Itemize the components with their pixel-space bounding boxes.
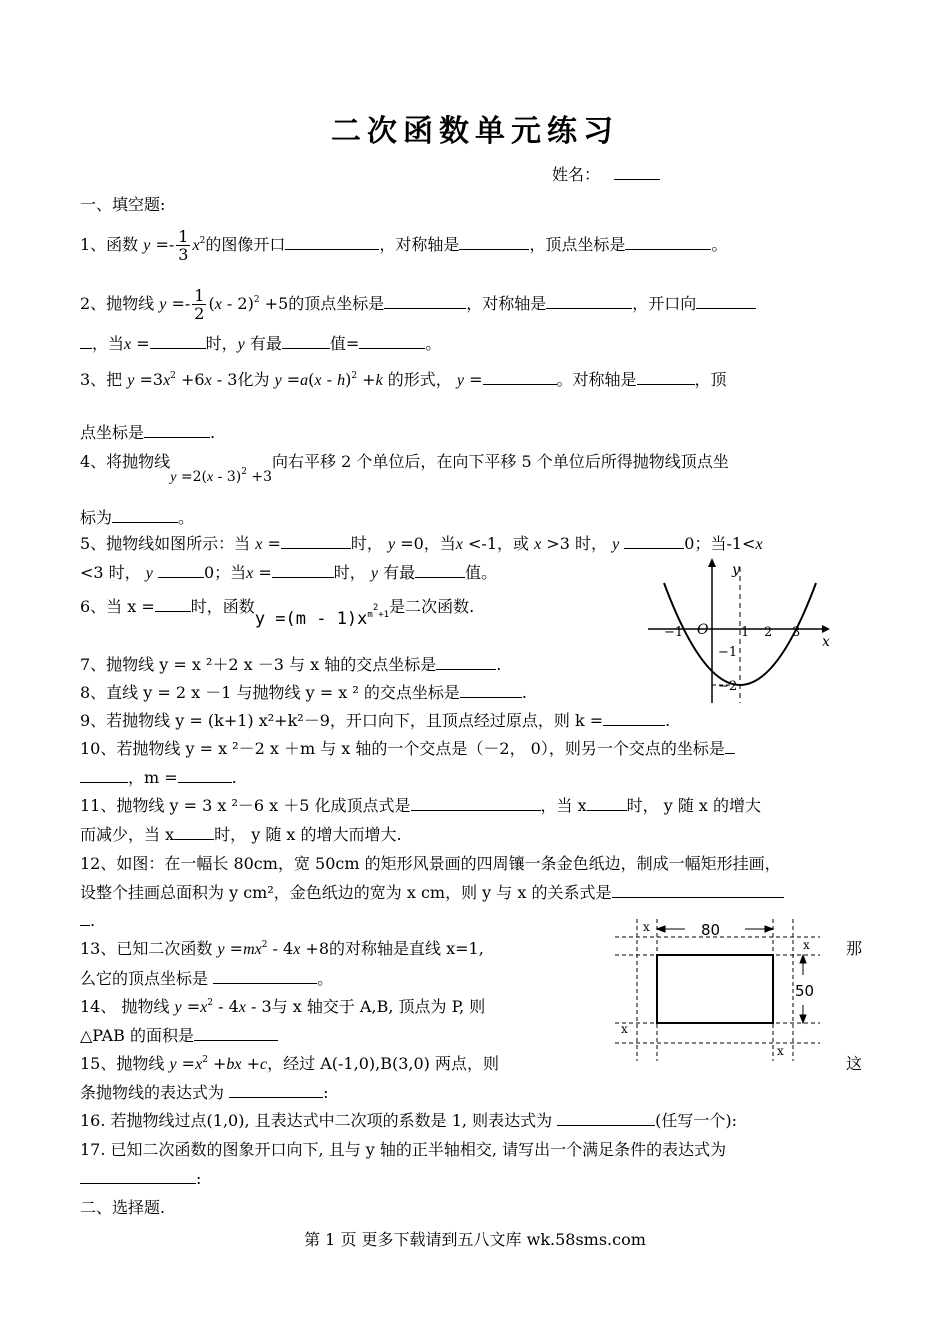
- blank[interactable]: [80, 334, 92, 349]
- blank[interactable]: [483, 370, 557, 385]
- question-12-end: .: [80, 911, 95, 931]
- blank[interactable]: [150, 334, 206, 349]
- blank[interactable]: [155, 597, 191, 612]
- x-axis-arrow: [822, 625, 830, 633]
- tick-label-x: 3: [792, 625, 801, 640]
- blank[interactable]: [213, 969, 317, 984]
- question-2-cont: ，当x = 时，y 有最 值= 。: [80, 334, 441, 355]
- name-field: 姓名：: [552, 165, 660, 185]
- question-12: 12、如图：在一幅长 80cm，宽 50cm 的矩形风景画的四周镶一条金色纸边，制成一幅矩形挂画，: [80, 854, 781, 873]
- height-label: 50: [795, 982, 815, 1000]
- question-17: 17. 已知二次函数的图象开口向下, 且与 y 轴的正半轴相交, 请写出一个满足条件的表达式为: [80, 1140, 727, 1159]
- question-15: 15、抛物线 $y =x^2 +bx +c$，经过 A(-1,0),B(3,0) 两点，则: [80, 1054, 499, 1073]
- section-fill-blank: 一、填空题:: [80, 195, 166, 214]
- blank[interactable]: [272, 563, 334, 578]
- blank[interactable]: [459, 235, 529, 250]
- margin-label: x: [643, 920, 650, 934]
- blank[interactable]: [546, 294, 632, 309]
- y-axis-arrow: [708, 558, 716, 567]
- question-11-cont: 而减少，当 x 时， y 随 x 的增大而增大.: [80, 825, 402, 844]
- tick-label-y: −2: [718, 679, 738, 694]
- margin-label: x: [777, 1044, 784, 1058]
- y-axis-label: y: [732, 562, 740, 578]
- blank[interactable]: [696, 294, 756, 309]
- question-6: 6、当 x = 时，函数$y =(m - 1)x^{m^2+1}$是二次函数.: [80, 597, 475, 629]
- question-5-cont: <3 时， y 0；当x = 时， y 有最 值。: [80, 563, 498, 582]
- blank[interactable]: [282, 334, 330, 349]
- blank[interactable]: [158, 563, 204, 578]
- question-9: 9、若抛物线 y = (k+1) x²+k²－9，开口向下，且顶点经过原点，则 k = .: [80, 711, 671, 730]
- question-5: 5、抛物线如图所示：当 x = 时， y =0，当x <-1，或 x >3 时， y 0；当-1<x: [80, 534, 763, 553]
- question-4-cont: 标为 。: [80, 508, 195, 527]
- tick-label-x: 1: [741, 625, 750, 640]
- question-8: 8、直线 y = 2 x －1 与抛物线 y = x ² 的交点坐标是 .: [80, 683, 527, 702]
- question-3: 3、把 $y =3x^2 +6x - 3$化为 y =a(x - h)$^2$ +k 的形式， y = 。对称轴是 ，顶: [80, 370, 727, 389]
- question-1: 1、函数 y =- $\frac{1}{3}$ $x^2$的图像开口 ，对称轴是 ，顶点坐标是 。: [80, 227, 728, 264]
- origin-label: O: [697, 622, 709, 638]
- painting-rect: [657, 955, 773, 1023]
- blank[interactable]: [415, 563, 465, 578]
- tick-label-x: 2: [764, 625, 773, 640]
- question-2: 2、抛物线 y =- $\frac{1}{2}$ (x - 2)$^2$ +5的顶点坐标是 ，对称轴是 ，开口向: [80, 282, 756, 327]
- margin-label: x: [803, 938, 810, 952]
- blank[interactable]: [587, 796, 627, 811]
- blank[interactable]: [144, 423, 210, 438]
- name-blank[interactable]: [614, 165, 660, 180]
- blank[interactable]: [411, 796, 541, 811]
- blank[interactable]: [359, 334, 425, 349]
- question-10: 10、若抛物线 y = x ²－2 x ＋m 与 x 轴的一个交点是（－2， 0），则另一个交点的坐标是: [80, 739, 735, 759]
- question-10-cont: ，m = .: [80, 768, 237, 788]
- blank[interactable]: [557, 1111, 655, 1126]
- blank[interactable]: [460, 683, 522, 698]
- question-16: 16. 若抛物线过点(1,0), 且表达式中二次项的系数是 1, 则表达式为 (任写一个):: [80, 1111, 738, 1130]
- question-17-cont: :: [80, 1169, 201, 1189]
- question-14-cont: △PAB 的面积是: [80, 1026, 278, 1046]
- section-choice: 二、选择题.: [80, 1198, 166, 1217]
- question-4: 4、将抛物线y =2(x - 3)$^2$ +3向右平移 2 个单位后，在向下平移 5 个单位后所得抛物线顶点坐: [80, 452, 729, 485]
- question-14: 14、 抛物线 $y =x^2 - 4x - 3$与 x 轴交于 A,B, 顶点为 P, 则: [80, 997, 486, 1016]
- blank[interactable]: [436, 655, 496, 670]
- frame-diagram: [605, 915, 825, 1065]
- page-title: 二次函数单元练习: [331, 114, 619, 149]
- blank[interactable]: [612, 883, 784, 898]
- blank[interactable]: [80, 768, 128, 783]
- blank[interactable]: [624, 534, 684, 549]
- tick-label-x: −1: [664, 625, 684, 640]
- blank[interactable]: [194, 1026, 278, 1041]
- blank[interactable]: [174, 825, 214, 840]
- blank[interactable]: [725, 739, 735, 754]
- question-13: 13、已知二次函数 $y =mx^2 - 4x +8$的对称轴是直线 x=1,: [80, 939, 484, 958]
- blank[interactable]: [637, 370, 695, 385]
- blank[interactable]: [80, 1169, 196, 1184]
- blank[interactable]: [112, 508, 178, 523]
- blank[interactable]: [80, 911, 90, 926]
- x-axis-label: x: [822, 634, 830, 650]
- question-3-cont: 点坐标是 .: [80, 423, 216, 442]
- question-13-tail: 那: [846, 939, 863, 958]
- question-12-cont: 设整个挂画总面积为 y cm²，金色纸边的宽为 x cm，则 y 与 x 的关系式是: [80, 883, 784, 903]
- blank[interactable]: [603, 711, 665, 726]
- tick-label-y: −1: [718, 645, 738, 660]
- margin-label: x: [621, 1022, 628, 1036]
- page-footer: 第 1 页 更多下载请到五八文库 wk.58sms.com: [304, 1230, 646, 1249]
- question-15-cont: 条抛物线的表达式为 :: [80, 1083, 329, 1102]
- question-11: 11、抛物线 y = 3 x ²－6 x ＋5 化成顶点式是 ，当 x 时， y 随 x 的增大: [80, 796, 762, 815]
- question-15-tail: 这: [846, 1054, 863, 1073]
- question-7: 7、抛物线 y = x ²＋2 x －3 与 x 轴的交点坐标是 .: [80, 655, 502, 674]
- width-label: 80: [701, 921, 721, 939]
- blank[interactable]: [281, 534, 351, 549]
- blank[interactable]: [229, 1083, 323, 1098]
- blank[interactable]: [178, 768, 232, 783]
- parabola-graph: [640, 555, 840, 713]
- blank[interactable]: [625, 235, 711, 250]
- blank[interactable]: [384, 294, 466, 309]
- blank[interactable]: [285, 235, 379, 250]
- question-13-cont: 么它的顶点坐标是 。: [80, 969, 334, 988]
